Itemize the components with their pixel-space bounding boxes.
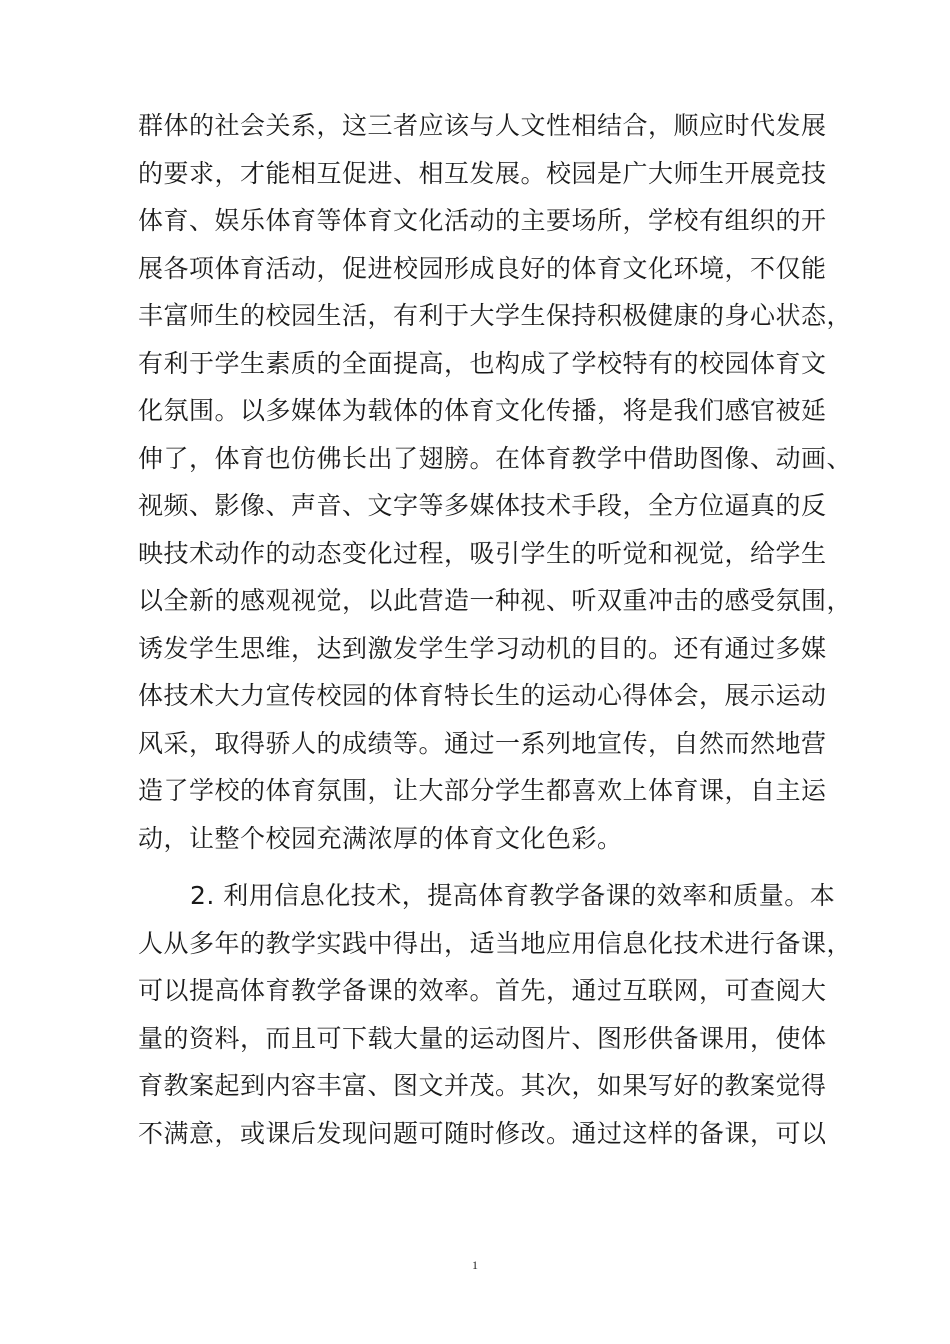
text-line: 量的资料，而且可下载大量的运动图片、图形供备课用，使体 — [138, 1023, 827, 1053]
page-number: 1 — [472, 1258, 478, 1272]
text-line: 育教案起到内容丰富、图文并茂。其次，如果写好的教案觉得 — [138, 1071, 827, 1100]
text-line: 人从多年的教学实践中得出，适当地应用信息化技术进行备课， — [138, 928, 853, 958]
text-line: 风采，取得骄人的成绩等。通过一系列地宣传，自然而然地营 — [138, 728, 827, 758]
text-line: 群体的社会关系，这三者应该与人文性相结合，顺应时代发展 — [138, 111, 827, 140]
text-line: 的要求，才能相互促进、相互发展。校园是广大师生开展竞技 — [138, 158, 827, 188]
paragraph-1 — [138, 102, 853, 862]
text-line: 视频、影像、声音、文字等多媒体技术手段，全方位逼真的反 — [138, 491, 827, 520]
text-line: 映技术动作的动态变化过程，吸引学生的听觉和视觉，给学生 — [138, 538, 827, 568]
text-line: 体育、娱乐体育等体育文化活动的主要场所，学校有组织的开 — [138, 206, 827, 235]
text-line: 诱发学生思维，达到激发学生学习动机的目的。还有通过多媒 — [138, 633, 827, 663]
text-line: 2. 利用信息化技术，提高体育教学备课的效率和质量。本 — [190, 881, 836, 910]
text-line: 体技术大力宣传校园的体育特长生的运动心得体会，展示运动 — [138, 681, 827, 710]
paragraph-2 — [138, 872, 853, 1157]
text-line: 化氛围。以多媒体为载体的体育文化传播，将是我们感官被延 — [138, 396, 827, 425]
text-line: 伸了，体育也仿佛长出了翅膀。在体育教学中借助图像、动画、 — [138, 443, 853, 473]
text-line: 动，让整个校园充满浓厚的体育文化色彩。 — [138, 823, 623, 853]
text-line: 不满意，或课后发现问题可随时修改。通过这样的备课，可以 — [138, 1118, 827, 1148]
text-line: 可以提高体育教学备课的效率。首先，通过互联网，可查阅大 — [138, 976, 827, 1005]
text-line: 展各项体育活动，促进校园形成良好的体育文化环境，不仅能 — [138, 253, 827, 283]
text-line: 造了学校的体育氛围，让大部分学生都喜欢上体育课，自主运 — [138, 776, 827, 805]
text-line: 丰富师生的校园生活，有利于大学生保持积极健康的身心状态， — [138, 301, 853, 330]
text-line: 有利于学生素质的全面提高，也构成了学校特有的校园体育文 — [138, 348, 827, 378]
text-line: 以全新的感观视觉，以此营造一种视、听双重冲击的感受氛围， — [138, 586, 853, 615]
